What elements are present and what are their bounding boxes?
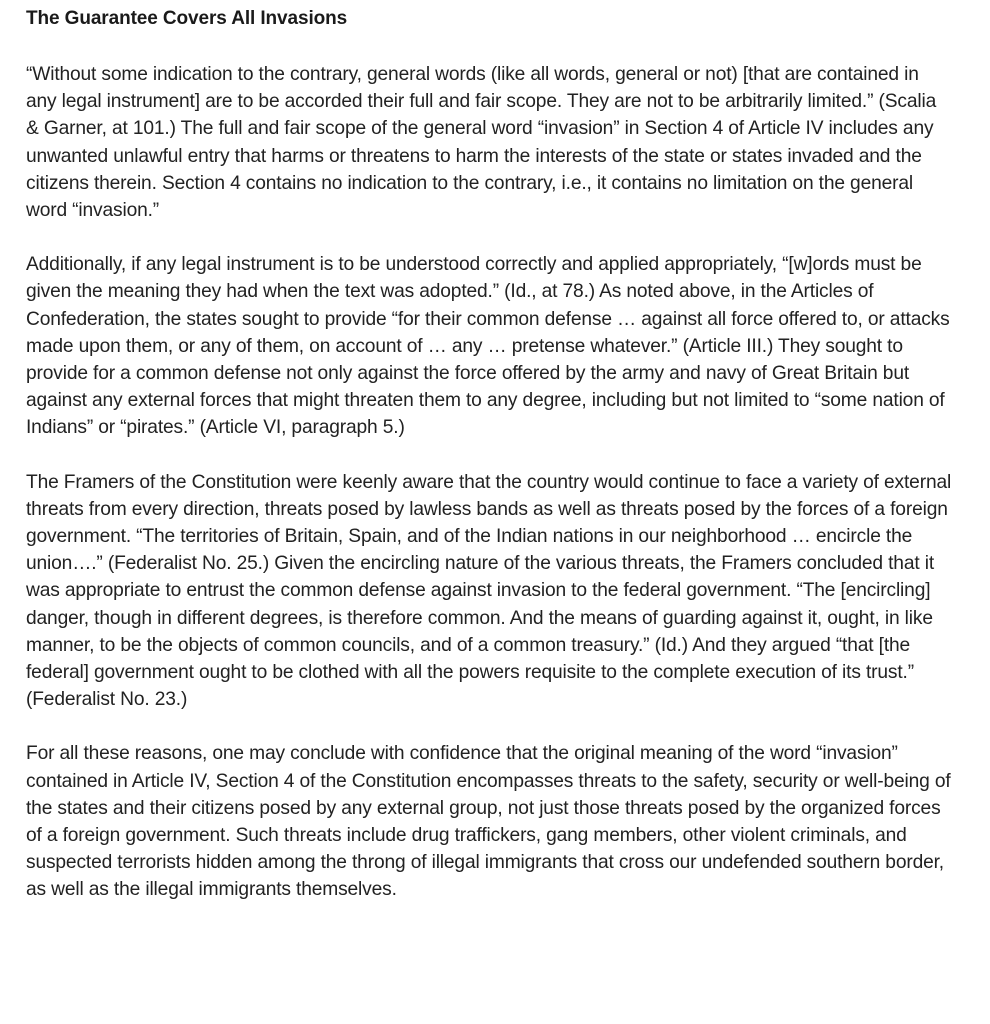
section-heading: The Guarantee Covers All Invasions	[26, 8, 348, 29]
paragraph-conclusion: For all these reasons, one may conclude with confidence that the original meaning of the word “invasion” contained in Article IV, Section 4 of the Constitution encompasses threats to the safety, security or well-being of the states and their citizens posed by any external group, not just those threats posed by the organized forces of a foreign government. Such threats include drug traffickers, gang members, other violent criminals, and suspected terrorists hidden among the throng of illegal immigrants that cross our undefended southern border, as well as the illegal immigrants themselves.	[26, 743, 951, 901]
article	[26, 4, 952, 904]
paragraph-original-meaning: Additionally, if any legal instrument is to be understood correctly and applied appropriately, “[w]ords must be given the meaning they had when the text was adopted.” (Id., at 78.) As noted above, in the Articles of Confederation, the states sought to provide “for their common defense … against all force offered to, or attacks made upon them, or any of them, on account of … any … pretense whatever.” (Article III.) They sought to provide for a common defense not only against the force offered by the army and navy of Great Britain but against any external forces that might threaten them to any degree, including but not limited to “some nation of Indians” or “pirates.” (Article VI, paragraph 5.)	[26, 254, 950, 439]
paragraph-framers-external-threats: The Framers of the Constitution were keenly aware that the country would continue to face a variety of external threats from every direction, threats posed by lawless bands as well as threats posed by the forces of a foreign government. “The territories of Britain, Spain, and of the Indian nations in our neighborhood … encircle the union….” (Federalist No. 25.) Given the encircling nature of the various threats, the Framers concluded that it was appropriate to entrust the common defense against invasion to the federal government. “The [encircling] danger, though in different degrees, is therefore common. And the means of guarding against it, ought, in like manner, to be the objects of common councils, and of a common treasury.” (Id.) And they argued “that [the federal] government ought to be clothed with all the powers requisite to the complete execution of its trust.” (Federalist No. 23.)	[26, 471, 952, 711]
paragraph-scope-of-general-words: “Without some indication to the contrary, general words (like all words, general or not) [that are contained in any legal instrument] are to be accorded their full and fair scope. They are not to be arbitrarily limited.” (Scalia & Garner, at 101.) The full and fair scope of the general word “invasion” in Section 4 of Article IV includes any unwanted unlawful entry that harms or threatens to harm the interests of the state or states invaded and the citizens therein. Section 4 contains no indication to the contrary, i.e., it contains no limitation on the general word “invasion.”	[26, 64, 937, 222]
